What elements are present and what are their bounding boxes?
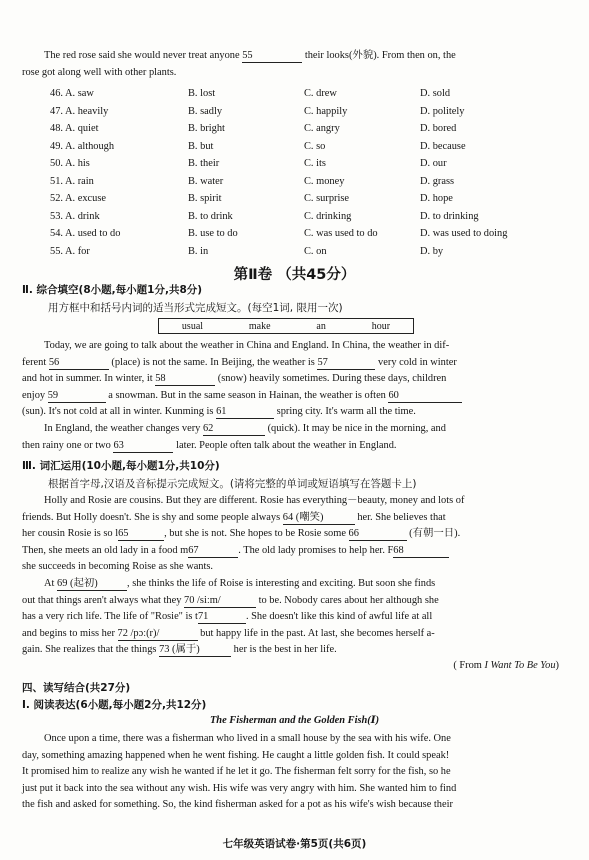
reading-expression-heading: Ⅰ. 阅读表达(6小题,每小题2分,共12分) [22,699,207,711]
option-choice: D. by [420,245,444,257]
option-choice: 47. A. heavily [50,105,109,117]
option-choice: D. grass [420,175,455,187]
option-row [50,193,560,211]
option-row [50,123,560,141]
blank-66: 66 [349,528,407,541]
word-box [158,318,414,334]
option-choice: C. so [304,140,326,152]
option-choice: B. lost [188,88,216,99]
word-box-item: make [248,320,271,332]
story-passage: Once upon a time, there was a fisherman who lived in a small house by the sea with his wife. One day, something amazing happened when he went fishing. He caught a little golden fish. It could speak! It promised him to realize any wish he wanted if he let it go. The fisherman felt sorry for the fish, so he just put it back into the sea without any wish. His wife was very angry with him. She wanted him to find the fish and asked for something. So, the kind fisherman asked for a pot as his wife's wish because their [22,733,457,811]
blank-59: 59 [48,390,106,403]
option-choice: D. because [420,140,466,152]
section-4-heading: 四、读写结合(共27分) [22,682,131,694]
option-choice: D. to drinking [420,210,479,222]
option-choice: 52. A. excuse [50,193,106,204]
blank-62: 62 [203,423,265,436]
option-choice: 55. A. for [50,245,90,257]
option-choice: B. spirit [188,193,222,204]
option-choice: 46. A. saw [50,88,94,99]
option-row [50,228,560,246]
option-choice: D. sold [420,88,451,99]
blank-63: 63 [113,440,173,453]
option-choice: D. bored [420,123,457,134]
blank-58: 58 [155,373,215,386]
option-row [50,106,560,124]
blank-73: 73 (属于) [159,644,231,657]
blank-65: 65 [118,528,164,541]
section-3-passage: Holly and Rosie are cousins. But they are different. Rosie has everything－beauty, money and lots of friends. But Holly doesn't. She is shy and some people always 64 (嘲笑) her. She believes that her cousin Rosie is so l65 , but she is not. She hopes to be Rosie some 66 (有朝一日). Then, she meets an old lady in a food m67 . The old lady promises to help her. F68 she succeeds in becoming Roise as she wants. At 69 (起初) , she thinks the life of Roise is interesting and exciting. But soon she finds out that things aren't always what they 70 /siːm/ to be. Nobody cares about her although she has a very rich life. The life of "Rosie" is t71 . She doesn't like this kind of awful life at all and begins to miss her 72 /pɔː(r)/ but happy life in the past. At last, she becomes herself a- gain. She realizes that the things 73 (属于) her is the best in her life. [22,495,465,656]
option-choice: C. money [304,175,345,187]
story-title: The Fisherman and the Golden Fish(Ⅰ) [209,715,380,726]
option-choice: C. its [304,158,326,169]
option-choice: C. happily [304,105,348,117]
blank-69: 69 (起初) [57,578,127,591]
volume-two-title: 第Ⅱ卷 （共45分） [233,267,356,283]
section-2-passage: Today, we are going to talk about the weather in China and England. In China, the weather in dif- ferent 56 (place) is not the same. In Beijing, the weather is 57 very cold in winter and hot in summer. In winter, it 58 (snow) heavily sometimes. During these days, children enjoy 59 a snowman. But in the same season in Hainan, the weather is often 60 (sun). It's not cold at all in winter. Kunming is 61 spring city. It's warm all the time. In England, the weather changes very 62 (quick). It may be nice in the morning, and then rainy one or two 63 later. People often talk about the weather in England. [22,338,554,454]
word-box-item: usual [181,320,204,332]
option-row [50,88,560,106]
blank-71: 71 [198,611,246,624]
blank-68: 68 [393,545,449,558]
blank-57: 57 [317,357,375,370]
option-choice: D. was used to doing [420,228,508,239]
section-3-heading: Ⅲ. 词汇运用(10小题,每小题1分,共10分) [22,460,220,472]
blank-67: 67 [188,545,238,558]
cloze-ending: The red rose said she would never treat anyone 55 their looks(外貌). From then on, the rose got along well with other plants. [22,50,456,78]
option-choice: 51. A. rain [50,175,94,187]
word-box-item: hour [371,320,391,332]
option-choice: B. bright [188,123,225,134]
option-row [50,141,560,159]
option-choice: 49. A. although [50,140,115,152]
page-footer: 七年级英语试卷·第5页(共6页) [222,838,367,850]
option-choice: B. to drink [188,210,233,222]
option-choice: 53. A. drink [50,210,100,222]
option-choice: D. our [420,158,447,169]
option-choice: 54. A. used to do [50,228,121,239]
blank-70: 70 /siːm/ [184,595,256,608]
option-choice: 50. A. his [50,158,90,169]
option-choice: C. surprise [304,193,350,204]
section-3-instruction: 根据首字母,汉语及音标提示完成短文。(请将完整的单词或短语填写在答题卡上) [48,478,417,490]
option-row [50,158,560,176]
option-choice: B. but [188,140,214,152]
blank-56: 56 [49,357,109,370]
option-choice: B. sadly [188,105,223,117]
blank-64: 64 (嘲笑) [283,512,355,525]
option-row [50,246,560,264]
option-row [50,176,560,194]
option-choice: C. drinking [304,210,352,222]
option-choice: 48. A. quiet [50,123,99,134]
option-row [50,211,560,229]
option-choice: C. on [304,245,327,257]
option-choice: C. angry [304,123,340,134]
blank-61: 61 [216,406,274,419]
option-choice: C. was used to do [304,228,378,239]
option-choice: D. politely [420,105,465,117]
word-box-item: an [316,320,326,332]
passage-source: ( From I Want To Be You) [453,660,559,671]
option-choice: C. drew [304,88,337,99]
blank-60: 60 [388,390,462,403]
blank-55: 55 [242,50,302,63]
option-choice: B. their [188,158,220,169]
blank-72: 72 /pɔː(r)/ [118,628,198,641]
section-2-heading: Ⅱ. 综合填空(8小题,每小题1分,共8分) [22,284,203,296]
option-choice: B. use to do [188,228,238,239]
option-choice: D. hope [420,193,453,204]
section-2-instruction: 用方框中和括号内词的适当形式完成短文。(每空1词, 限用一次) [48,302,343,314]
option-choice: B. water [188,175,224,187]
option-choice: B. in [188,245,209,257]
